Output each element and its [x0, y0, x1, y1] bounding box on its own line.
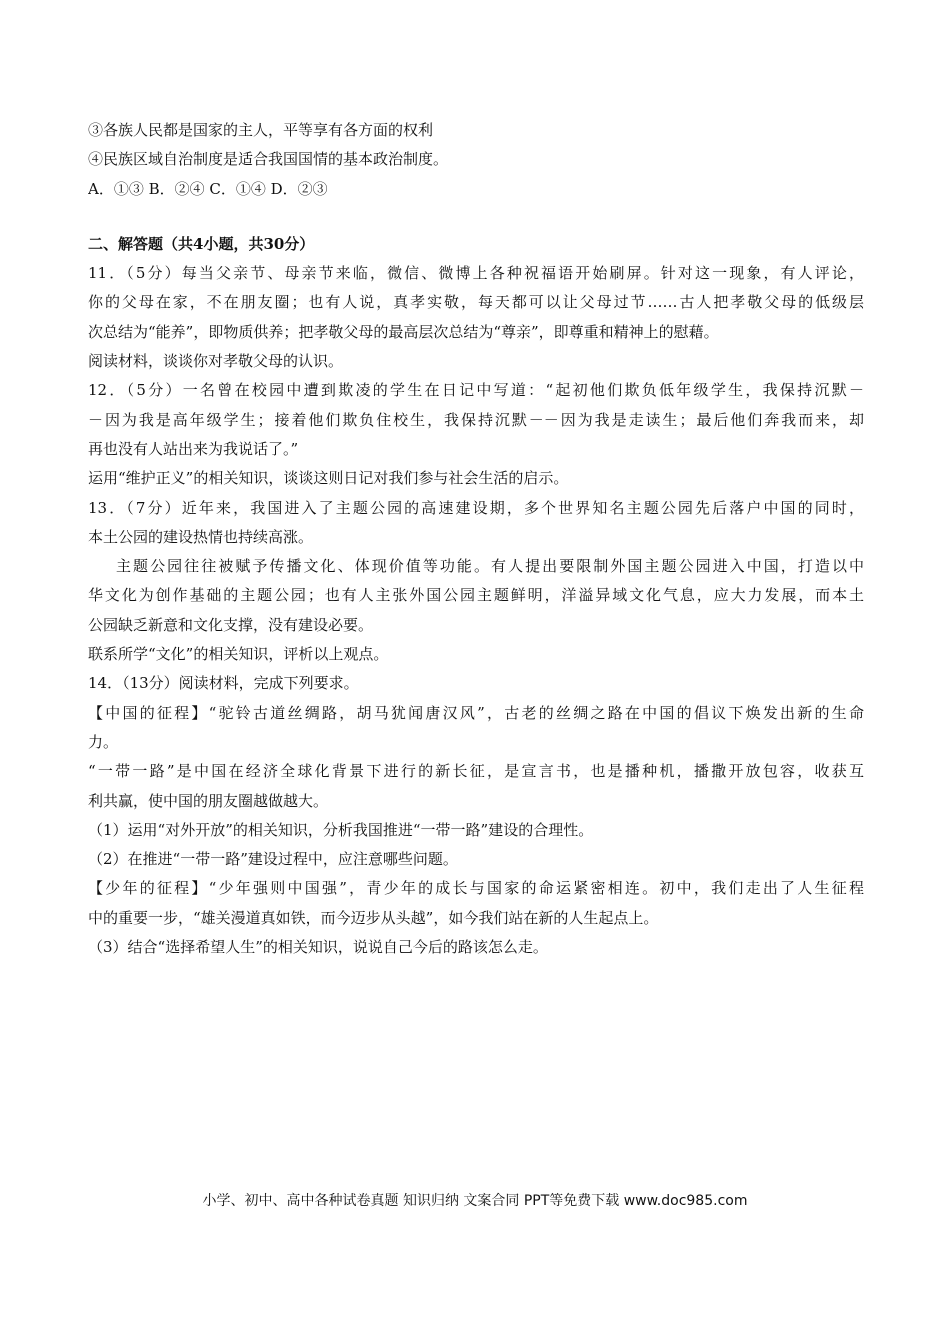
question-11-prompt: 阅读材料，谈谈你对孝敬父母的认识。 [88, 352, 344, 371]
question-11-line-2: 你的父母在家，不在朋友圈；也有人说，真孝实敬，每天都可以让父母过节……古人把孝敬父母的低级层 [88, 293, 864, 312]
question-12-line-2: －因为我是高年级学生；接着他们欺负住校生，我保持沉默－－因为我是走读生；最后他们奔我而来，却 [88, 410, 864, 429]
question-11-line-1: 11．（5分）每当父亲节、母亲节来临，微信、微博上各种祝福语开始刷屏。针对这一现象，有人评论， [88, 264, 864, 283]
question-14-material-2-line-1: “一带一路”是中国在经济全球化背景下进行的新长征，是宣言书，也是播种机，播撒开放包容，收获互 [88, 762, 864, 781]
question-14-sub-1: （1）运用“对外开放”的相关知识，分析我国推进“一带一路”建设的合理性。 [88, 820, 594, 839]
question-13-paragraph-line-2: 华文化为创作基础的主题公园；也有人主张外国公园主题鲜明，洋溢异域文化气息，应大力发展，而本土 [88, 586, 864, 605]
page-footer: 小学、初中、高中各种试卷真题 知识归纳 文案合同 PPT等免费下载 www.doc985.com [202, 1193, 748, 1209]
question-14-material-1-line-1: 【中国的征程】“驼铃古道丝绸路，胡马犹闻唐汉风”，古老的丝绸之路在中国的倡议下焕发出新的生命 [88, 703, 864, 722]
question-14-material-3-line-2: 中的重要一步，“雄关漫道真如铁，而今迈步从头越”，如今我们站在新的人生起点上。 [88, 908, 659, 927]
question-14-sub-2: （2）在推进“一带一路”建设过程中，应注意哪些问题。 [88, 850, 458, 869]
question-14-title: 14．（13分）阅读材料，完成下列要求。 [88, 674, 359, 693]
section-heading: 二、解答题（共4小题，共30分） [88, 234, 315, 253]
option-line-4: ④民族区域自治制度是适合我国国情的基本政治制度。 [88, 150, 449, 169]
question-14-material-1-line-2: 力。 [88, 732, 119, 751]
question-13-line-1: 13．（7分）近年来，我国进入了主题公园的高速建设期，多个世界知名主题公园先后落户中国的同时， [88, 498, 864, 517]
option-line-3: ③各族人民都是国家的主人，平等享有各方面的权利 [88, 121, 434, 139]
document-body [88, 116, 864, 962]
question-11-line-3: 次总结为“能养”，即物质供养；把孝敬父母的最高层次总结为“尊亲”，即尊重和精神上的慰藉。 [88, 322, 719, 341]
question-14-material-2-line-2: 利共赢，使中国的朋友圈越做越大。 [88, 791, 329, 810]
question-13-line-2: 本土公园的建设热情也持续高涨。 [88, 527, 314, 546]
question-14-material-3-line-1: 【少年的征程】“少年强则中国强”，青少年的成长与国家的命运紧密相连。初中，我们走出了人生征程 [88, 879, 864, 898]
question-12-line-1: 12．（5分）一名曾在校园中遭到欺凌的学生在日记中写道：“起初他们欺负低年级学生，我保持沉默－ [88, 381, 864, 400]
question-13-paragraph-line-1: 主题公园往往被赋予传播文化、体现价值等功能。有人提出要限制外国主题公园进入中国，打造以中 [116, 557, 864, 576]
section-gap [88, 204, 864, 230]
question-14-sub-3: （3）结合“选择希望人生”的相关知识，说说自己今后的路该怎么走。 [88, 938, 548, 957]
question-12-line-3: 再也没有人站出来为我说话了。” [88, 439, 299, 458]
question-13-prompt: 联系所学“文化”的相关知识，评析以上观点。 [88, 645, 389, 664]
question-13-paragraph-line-3: 公园缺乏新意和文化支撑，没有建设必要。 [88, 615, 374, 634]
question-12-prompt: 运用“维护正义”的相关知识，谈谈这则日记对我们参与社会生活的启示。 [88, 469, 569, 488]
answer-choices: A．①③ B．②④ C．①④ D．②③ [88, 179, 328, 198]
